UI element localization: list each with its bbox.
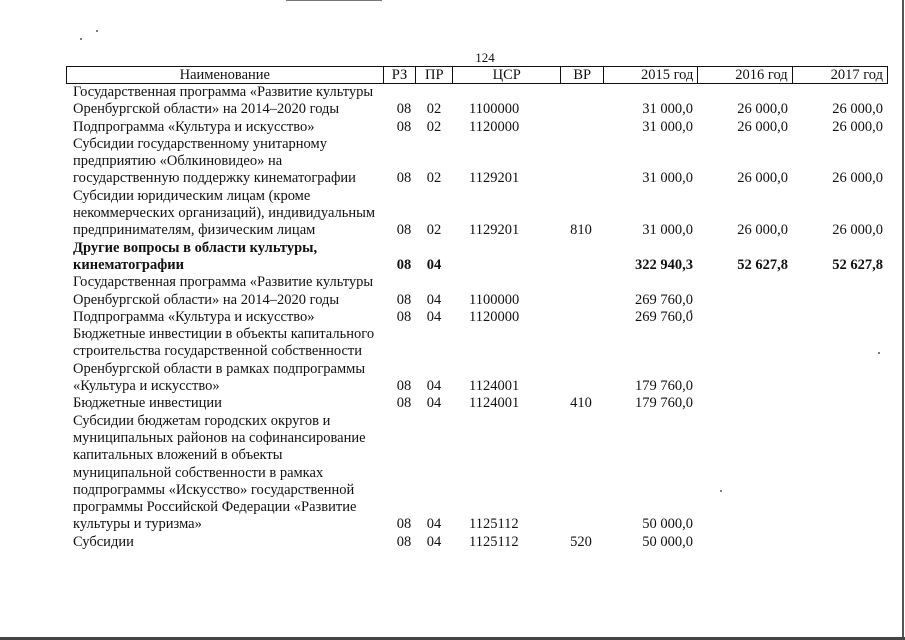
scan-speck (96, 30, 98, 32)
row-name: Другие вопросы в области культуры, кинематографии (73, 239, 318, 273)
row-name: Бюджетные инвестиции (73, 395, 222, 412)
row-name: Субсидии (73, 533, 134, 550)
row-pr: 04 (426, 308, 442, 325)
row-2015: 50 000,0 (642, 516, 693, 533)
row-2015: 322 940,3 (635, 256, 693, 273)
table-row (66, 326, 888, 395)
table-row (66, 413, 888, 534)
row-2017: 26 000,0 (832, 170, 883, 187)
row-pr: 02 (426, 101, 442, 118)
table-row (66, 240, 888, 275)
row-name: Субсидии государственному унитарному предприятию «Облкиновидео» на государственную поддержку кинематографии (73, 135, 356, 187)
row-pr: 04 (426, 291, 442, 308)
row-2017: 26 000,0 (832, 222, 883, 239)
row-pr: 04 (426, 378, 442, 395)
row-2016: 26 000,0 (737, 222, 788, 239)
row-name: Субсидии бюджетам городских округов и муниципальных районов на софинансирование капитальных вложений в объекты муниципальной собственности в рамках подпрограммы «Искусство» государственной программы Российской Федерации «Развитие культуры и туризма» (73, 412, 366, 533)
row-2015: 269 760,0 (635, 291, 693, 308)
row-2016: 26 000,0 (737, 101, 788, 118)
row-csr: 1120000 (469, 308, 520, 325)
table-row (66, 309, 888, 326)
row-pr: 04 (426, 516, 442, 533)
table-row (66, 395, 888, 412)
row-name: Бюджетные инвестиции в объекты капитального строительства государственной собственности Оренбургской области в рамках подпрограммы «Культура и искусство» (73, 326, 375, 395)
row-2015: 179 760,0 (635, 395, 693, 412)
table-row (66, 136, 888, 188)
header-2016: 2016 год (697, 67, 791, 83)
row-name: Подпрограмма «Культура и искусство» (73, 118, 315, 135)
row-pr: 02 (426, 118, 442, 135)
row-csr: 1100000 (469, 291, 520, 308)
table-row (66, 534, 888, 551)
header-vr: ВР (560, 67, 603, 83)
row-2017: 26 000,0 (832, 118, 883, 135)
row-2017: 26 000,0 (832, 101, 883, 118)
table-header (66, 66, 888, 84)
row-vr: 810 (570, 222, 592, 239)
row-rz: 08 (396, 395, 412, 412)
row-rz: 08 (396, 222, 412, 239)
row-vr: 520 (570, 533, 592, 550)
row-pr: 04 (426, 533, 442, 550)
scan-speck (80, 38, 82, 40)
row-2015: 31 000,0 (642, 101, 693, 118)
row-rz: 08 (396, 170, 412, 187)
row-rz: 08 (396, 533, 412, 550)
row-rz: 08 (396, 118, 412, 135)
row-name: Подпрограмма «Культура и искусство» (73, 308, 315, 325)
header-name: Наименование (179, 67, 270, 83)
row-2015: 269 760,0 (635, 308, 693, 325)
row-vr: 410 (570, 395, 592, 412)
row-2015: 50 000,0 (642, 533, 693, 550)
table-row (66, 188, 888, 240)
header-2017: 2017 год (792, 67, 887, 83)
row-csr: 1129201 (469, 222, 520, 239)
header-csr: ЦСР (452, 67, 560, 83)
row-rz: 08 (396, 291, 412, 308)
row-2016: 52 627,8 (737, 256, 788, 273)
row-csr: 1125112 (469, 533, 519, 550)
row-rz: 08 (396, 308, 412, 325)
header-rz: РЗ (383, 67, 416, 83)
row-2015: 31 000,0 (642, 170, 693, 187)
table-row (66, 274, 888, 309)
row-csr: 1100000 (469, 101, 520, 118)
row-2015: 179 760,0 (635, 378, 693, 395)
row-rz: 08 (396, 256, 412, 273)
row-rz: 08 (396, 516, 412, 533)
header-pr: ПР (415, 67, 452, 83)
page-number: 124 (475, 50, 495, 65)
table-row (66, 84, 888, 119)
row-2017: 52 627,8 (832, 256, 883, 273)
row-name: Государственная программа «Развитие культуры Оренбургской области» на 2014–2020 годы (73, 84, 374, 118)
row-pr: 04 (426, 395, 442, 412)
scan-top-line (286, 0, 382, 1)
row-pr: 02 (426, 222, 442, 239)
row-name: Субсидии юридическим лицам (кроме некоммерческих организаций), индивидуальным предпринимателям, физическим лицам (73, 187, 376, 239)
scan-right-edge (902, 0, 904, 640)
header-2015: 2015 год (603, 67, 697, 83)
row-2016: 26 000,0 (737, 118, 788, 135)
row-2015: 31 000,0 (642, 222, 693, 239)
row-rz: 08 (396, 101, 412, 118)
row-2016: 26 000,0 (737, 170, 788, 187)
row-csr: 1120000 (469, 118, 520, 135)
row-name: Государственная программа «Развитие культуры Оренбургской области» на 2014–2020 годы (73, 274, 374, 308)
row-rz: 08 (396, 378, 412, 395)
row-csr: 1124001 (469, 395, 520, 412)
table-row (66, 119, 888, 136)
row-pr: 02 (426, 170, 442, 187)
row-2015: 31 000,0 (642, 118, 693, 135)
row-csr: 1125112 (469, 516, 519, 533)
budget-table (66, 66, 888, 551)
row-csr: 1129201 (469, 170, 520, 187)
row-pr: 04 (426, 256, 442, 273)
row-csr: 1124001 (469, 378, 520, 395)
